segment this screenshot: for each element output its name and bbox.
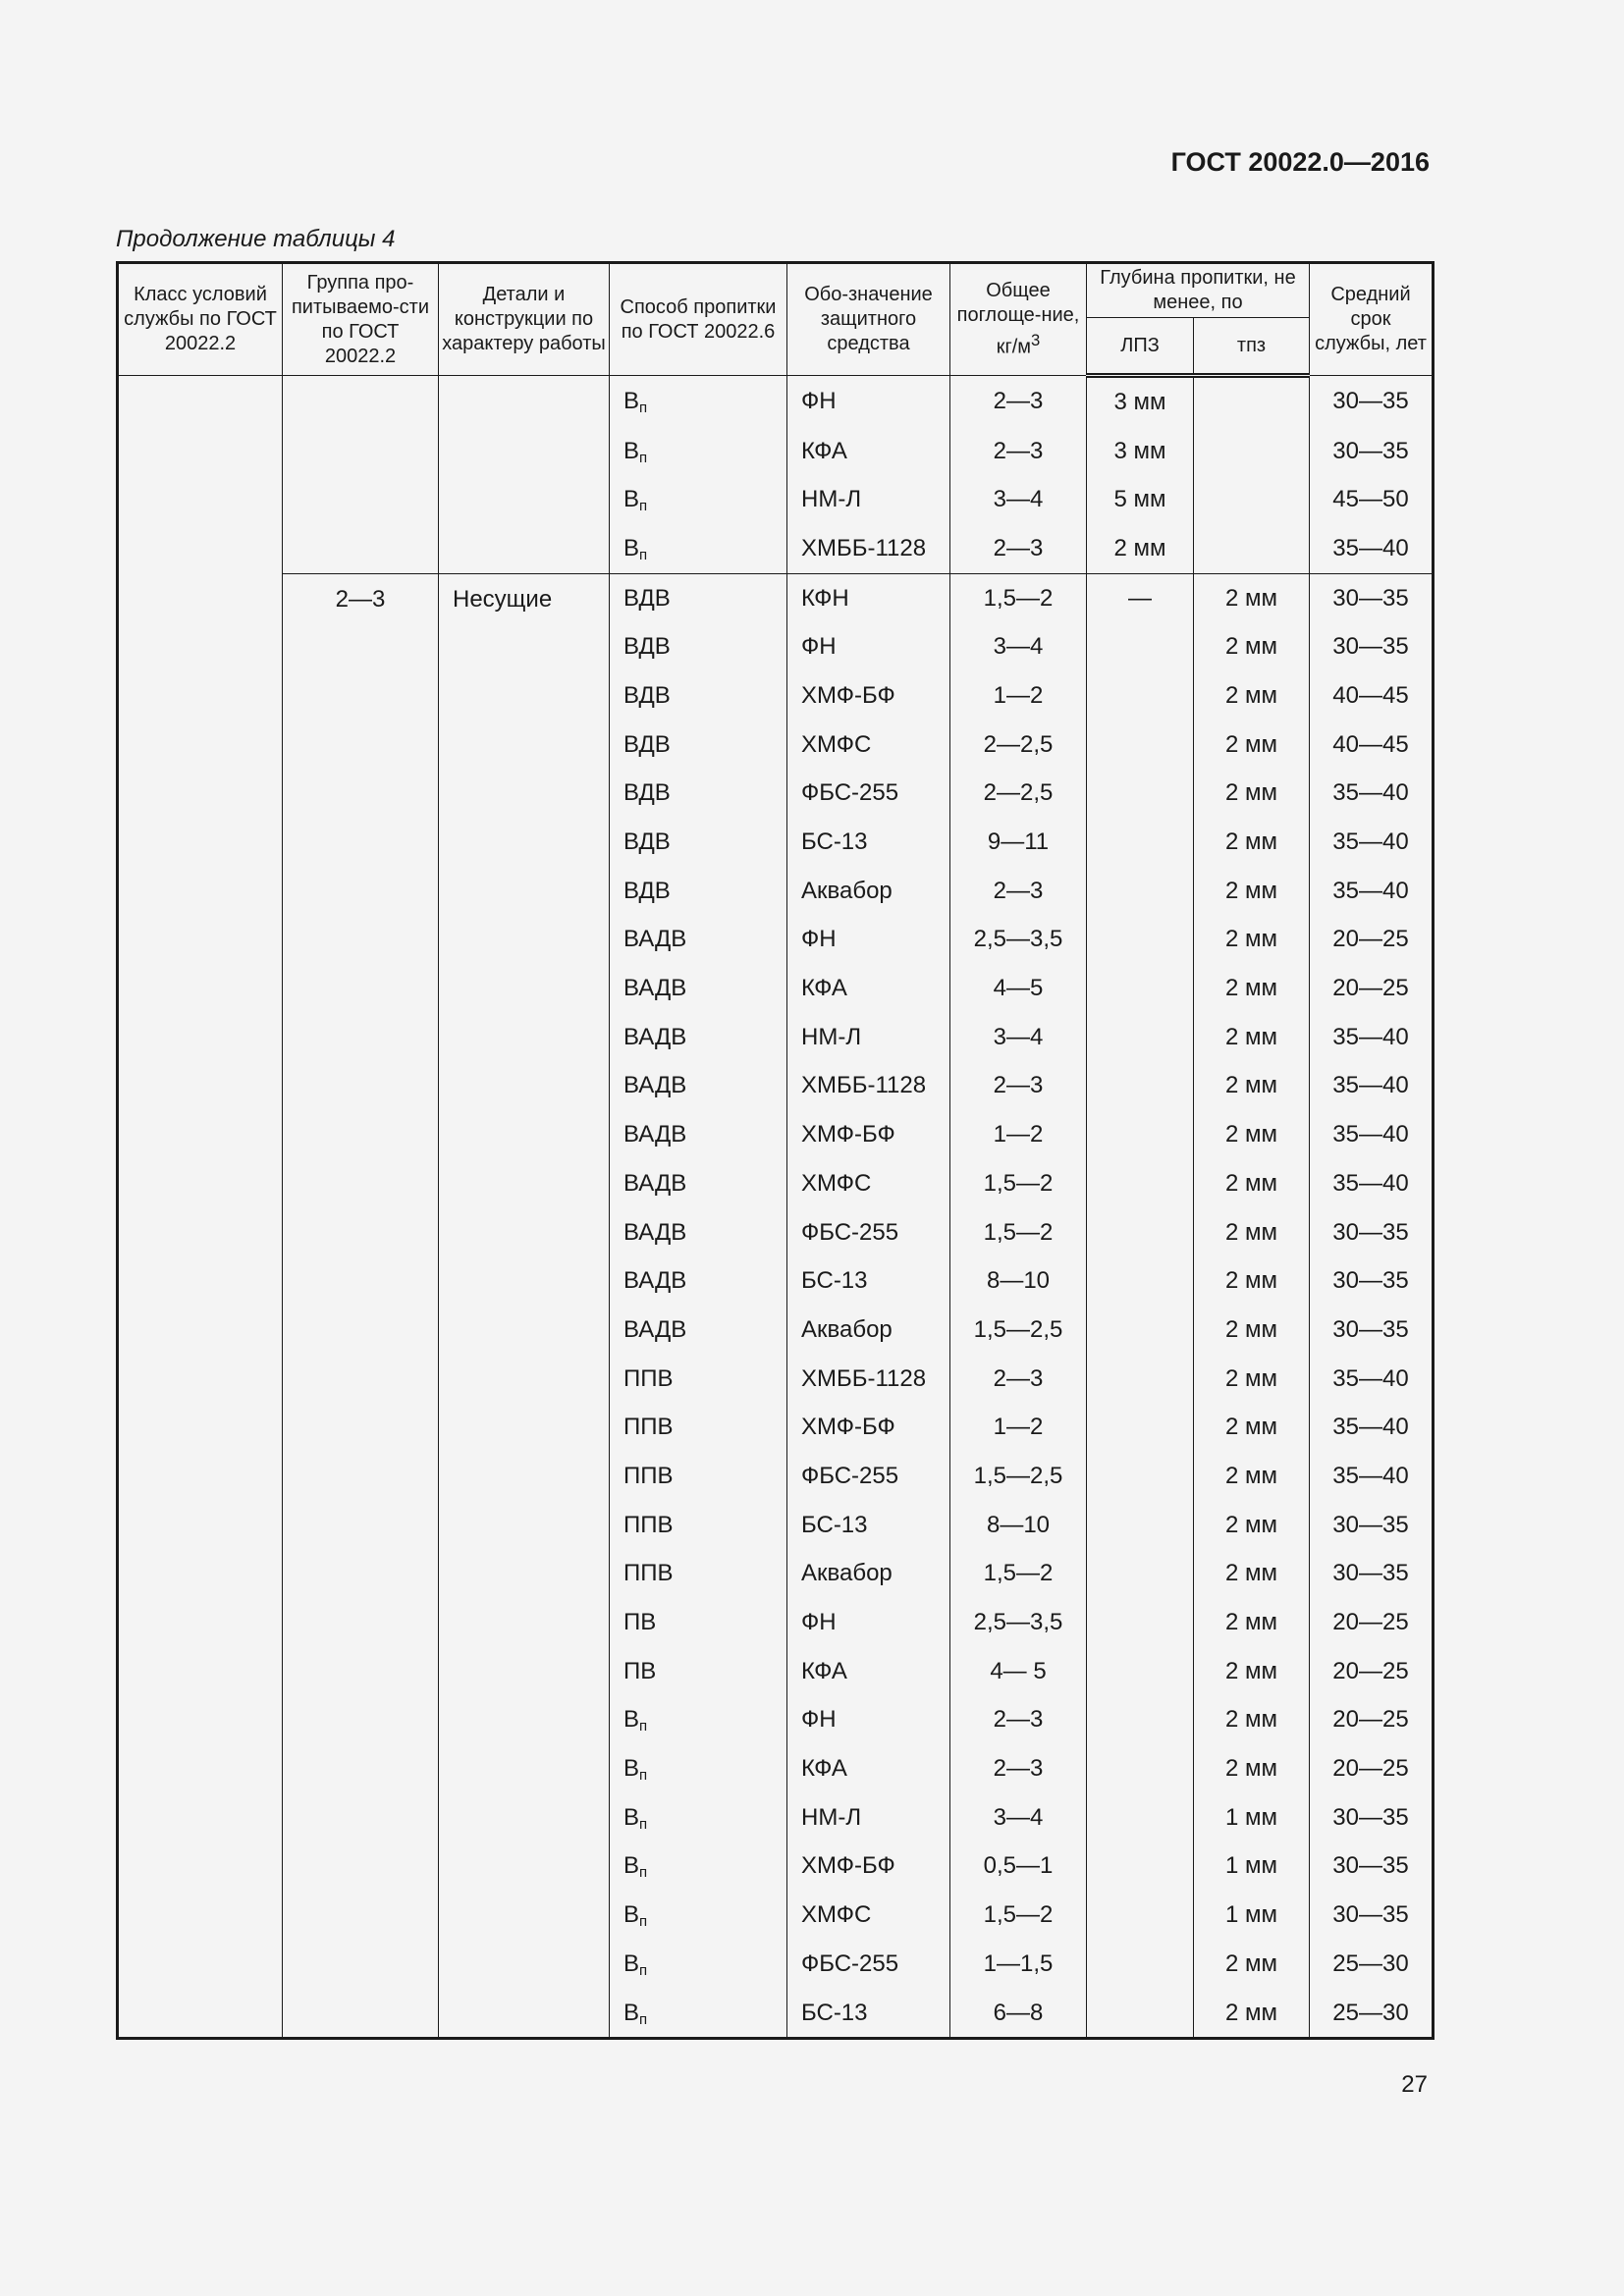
- method-label: ВДВ: [623, 584, 671, 612]
- agent-cell: ФБС-255: [787, 1208, 950, 1257]
- method-cell: [610, 573, 787, 622]
- agent-cell: КФА: [787, 1647, 950, 1696]
- header-designation: Обо-значение защитного средства: [787, 263, 950, 376]
- absorption-cell: 1,5—2,5: [950, 1452, 1087, 1501]
- method-label: ППВ: [623, 1462, 674, 1489]
- absorption-cell: 1,5—2: [950, 1159, 1087, 1208]
- service-life-cell: 20—25: [1310, 1598, 1434, 1647]
- method-cell: [610, 1159, 787, 1208]
- depth-tpz-cell: 2 мм: [1194, 916, 1310, 965]
- depth-tpz-cell: 2 мм: [1194, 1696, 1310, 1745]
- absorption-cell: 2,5—3,5: [950, 1598, 1087, 1647]
- absorption-cell: 2—3: [950, 867, 1087, 916]
- service-class-cell: [118, 376, 283, 2039]
- absorption-cell: 1,5—2,5: [950, 1306, 1087, 1355]
- depth-lpz-cell: [1087, 1013, 1194, 1062]
- header-depth-tpz: тпз: [1194, 318, 1310, 376]
- depth-tpz-cell: 2 мм: [1194, 1550, 1310, 1599]
- depth-lpz-cell: [1087, 1159, 1194, 1208]
- method-cell: [610, 1256, 787, 1306]
- depth-tpz-cell: 2 мм: [1194, 1306, 1310, 1355]
- depth-lpz-cell: [1087, 1306, 1194, 1355]
- method-label: ВАДВ: [623, 926, 687, 953]
- service-life-cell: 35—40: [1310, 1452, 1434, 1501]
- method-label: В: [623, 1901, 640, 1929]
- method-subscript: п: [639, 449, 648, 466]
- header-impregnability-group: Группа про-питываемо-сти по ГОСТ 20022.2: [283, 263, 439, 376]
- absorption-cell: 2—3: [950, 1355, 1087, 1404]
- absorption-cell: 2—3: [950, 1744, 1087, 1793]
- method-cell: [610, 1940, 787, 1989]
- absorption-cell: 8—10: [950, 1256, 1087, 1306]
- depth-lpz-cell: [1087, 1940, 1194, 1989]
- method-subscript: п: [639, 1864, 648, 1882]
- depth-lpz-cell: [1087, 1403, 1194, 1452]
- service-life-cell: 20—25: [1310, 1647, 1434, 1696]
- method-subscript: п: [639, 1913, 648, 1931]
- agent-cell: ХМФС: [787, 721, 950, 770]
- absorption-cell: 3—4: [950, 475, 1087, 524]
- method-cell: [610, 964, 787, 1013]
- method-subscript: п: [639, 498, 648, 515]
- details-cell: Несущие: [439, 573, 610, 2039]
- service-life-cell: 35—40: [1310, 524, 1434, 573]
- agent-cell: НМ-Л: [787, 1793, 950, 1842]
- depth-tpz-cell: 1 мм: [1194, 1891, 1310, 1940]
- depth-lpz-cell: [1087, 1452, 1194, 1501]
- absorption-cell: 8—10: [950, 1501, 1087, 1550]
- agent-cell: Аквабор: [787, 1306, 950, 1355]
- service-life-cell: 30—35: [1310, 1842, 1434, 1892]
- depth-tpz-cell: 2 мм: [1194, 622, 1310, 671]
- depth-lpz-cell: [1087, 1208, 1194, 1257]
- method-cell: [610, 1891, 787, 1940]
- method-subscript: п: [639, 1718, 648, 1735]
- depth-tpz-cell: 2 мм: [1194, 964, 1310, 1013]
- agent-cell: ФН: [787, 916, 950, 965]
- agent-cell: Аквабор: [787, 1550, 950, 1599]
- method-label: ВДВ: [623, 877, 671, 904]
- depth-lpz-cell: [1087, 1550, 1194, 1599]
- depth-tpz-cell: [1194, 376, 1310, 427]
- absorption-cell: 2—3: [950, 524, 1087, 573]
- depth-tpz-cell: 1 мм: [1194, 1793, 1310, 1842]
- depth-tpz-cell: 2 мм: [1194, 1452, 1310, 1501]
- service-life-cell: 20—25: [1310, 916, 1434, 965]
- depth-tpz-cell: 2 мм: [1194, 1989, 1310, 2039]
- agent-cell: НМ-Л: [787, 475, 950, 524]
- absorption-cell: 1,5—2: [950, 1891, 1087, 1940]
- service-life-cell: 25—30: [1310, 1989, 1434, 2039]
- method-cell: [610, 818, 787, 867]
- depth-tpz-cell: 2 мм: [1194, 1403, 1310, 1452]
- service-life-cell: 35—40: [1310, 1403, 1434, 1452]
- table-row: [118, 573, 1434, 622]
- method-label: ВАДВ: [623, 975, 687, 1002]
- depth-tpz-cell: [1194, 475, 1310, 524]
- depth-lpz-cell: [1087, 1793, 1194, 1842]
- method-cell: [610, 622, 787, 671]
- service-life-cell: 25—30: [1310, 1940, 1434, 1989]
- absorption-cell: 2—2,5: [950, 721, 1087, 770]
- method-cell: [610, 1647, 787, 1696]
- agent-cell: ХМФС: [787, 1159, 950, 1208]
- method-label: В: [623, 486, 640, 513]
- method-label: ВАДВ: [623, 1169, 687, 1197]
- depth-tpz-cell: 2 мм: [1194, 1159, 1310, 1208]
- depth-lpz-cell: 3 мм: [1087, 427, 1194, 476]
- depth-lpz-cell: [1087, 1696, 1194, 1745]
- method-label: В: [623, 1999, 640, 2026]
- method-label: В: [623, 1852, 640, 1880]
- method-label: ВДВ: [623, 730, 671, 758]
- agent-cell: ФН: [787, 1598, 950, 1647]
- agent-cell: ХМФ-БФ: [787, 1110, 950, 1159]
- agent-cell: ХМФ-БФ: [787, 1403, 950, 1452]
- depth-tpz-cell: 2 мм: [1194, 867, 1310, 916]
- service-life-cell: 35—40: [1310, 770, 1434, 819]
- depth-tpz-cell: 2 мм: [1194, 1256, 1310, 1306]
- depth-lpz-cell: [1087, 1598, 1194, 1647]
- depth-tpz-cell: 1 мм: [1194, 1842, 1310, 1892]
- method-cell: [610, 1744, 787, 1793]
- method-label: ППВ: [623, 1560, 674, 1587]
- method-cell: [610, 867, 787, 916]
- service-life-cell: 35—40: [1310, 867, 1434, 916]
- page-number: 27: [1401, 2071, 1428, 2098]
- absorption-cell: 3—4: [950, 622, 1087, 671]
- depth-tpz-cell: 2 мм: [1194, 1013, 1310, 1062]
- service-life-cell: 30—35: [1310, 427, 1434, 476]
- method-cell: [610, 916, 787, 965]
- service-life-cell: 30—35: [1310, 1501, 1434, 1550]
- header-method: Способ пропитки по ГОСТ 20022.6: [610, 263, 787, 376]
- depth-tpz-cell: 2 мм: [1194, 1744, 1310, 1793]
- method-cell: [610, 1355, 787, 1404]
- agent-cell: ХМФ-БФ: [787, 671, 950, 721]
- method-label: ВАДВ: [623, 1315, 687, 1343]
- method-label: ВДВ: [623, 779, 671, 807]
- method-label: В: [623, 387, 640, 414]
- method-subscript: п: [639, 399, 648, 416]
- method-label: ППВ: [623, 1364, 674, 1392]
- depth-tpz-cell: 2 мм: [1194, 770, 1310, 819]
- method-cell: [610, 1989, 787, 2039]
- method-label: ВДВ: [623, 828, 671, 856]
- header-details: Детали и конструкции по характеру работы: [439, 263, 610, 376]
- service-life-cell: 30—35: [1310, 1306, 1434, 1355]
- agent-cell: ФН: [787, 1696, 950, 1745]
- method-label: ВАДВ: [623, 1072, 687, 1099]
- depth-lpz-cell: 5 мм: [1087, 475, 1194, 524]
- service-life-cell: 20—25: [1310, 1744, 1434, 1793]
- depth-tpz-cell: 2 мм: [1194, 1208, 1310, 1257]
- agent-cell: ФН: [787, 622, 950, 671]
- service-life-cell: 40—45: [1310, 721, 1434, 770]
- method-cell: [610, 1110, 787, 1159]
- service-life-cell: 35—40: [1310, 1062, 1434, 1111]
- method-label: В: [623, 1803, 640, 1831]
- details-cell: [439, 376, 610, 574]
- agent-cell: ХМФС: [787, 1891, 950, 1940]
- agent-cell: ФБС-255: [787, 1452, 950, 1501]
- absorption-cell: 1,5—2: [950, 1208, 1087, 1257]
- depth-lpz-cell: [1087, 622, 1194, 671]
- method-cell: [610, 1013, 787, 1062]
- method-label: В: [623, 437, 640, 464]
- agent-cell: КФА: [787, 964, 950, 1013]
- absorption-cell: 2—3: [950, 427, 1087, 476]
- method-cell: [610, 1501, 787, 1550]
- absorption-cell: 1—2: [950, 1110, 1087, 1159]
- method-subscript: п: [639, 546, 648, 563]
- depth-lpz-cell: [1087, 1256, 1194, 1306]
- depth-lpz-cell: [1087, 1062, 1194, 1111]
- service-life-cell: 30—35: [1310, 1891, 1434, 1940]
- method-subscript: п: [639, 1961, 648, 1979]
- method-label: В: [623, 1949, 640, 1977]
- method-label: В: [623, 534, 640, 561]
- service-life-cell: 35—40: [1310, 818, 1434, 867]
- depth-lpz-cell: —: [1087, 573, 1194, 622]
- service-life-cell: 45—50: [1310, 475, 1434, 524]
- agent-cell: ХМФ-БФ: [787, 1842, 950, 1892]
- absorption-cell: 2—3: [950, 376, 1087, 427]
- absorption-cell: 2,5—3,5: [950, 916, 1087, 965]
- depth-tpz-cell: 2 мм: [1194, 671, 1310, 721]
- absorption-cell: 1—2: [950, 671, 1087, 721]
- method-cell: [610, 671, 787, 721]
- agent-cell: Аквабор: [787, 867, 950, 916]
- method-label: ВАДВ: [623, 1267, 687, 1295]
- method-label: ВАДВ: [623, 1218, 687, 1246]
- depth-lpz-cell: [1087, 867, 1194, 916]
- depth-tpz-cell: 2 мм: [1194, 818, 1310, 867]
- method-label: ПВ: [623, 1609, 657, 1636]
- service-life-cell: 35—40: [1310, 1355, 1434, 1404]
- depth-tpz-cell: 2 мм: [1194, 573, 1310, 622]
- agent-cell: ФБС-255: [787, 770, 950, 819]
- agent-cell: КФН: [787, 573, 950, 622]
- method-cell: [610, 1306, 787, 1355]
- method-cell: [610, 1696, 787, 1745]
- method-label: ППВ: [623, 1511, 674, 1538]
- agent-cell: ХМББ-1128: [787, 524, 950, 573]
- depth-lpz-cell: [1087, 1842, 1194, 1892]
- method-subscript: п: [639, 1767, 648, 1785]
- agent-cell: БС-13: [787, 1256, 950, 1306]
- absorption-cell: 1,5—2: [950, 1550, 1087, 1599]
- depth-tpz-cell: 2 мм: [1194, 1940, 1310, 1989]
- header-absorption-sup: 3: [1031, 331, 1041, 350]
- impregnability-group-cell: [283, 376, 439, 574]
- depth-tpz-cell: 2 мм: [1194, 1501, 1310, 1550]
- method-cell: [610, 1208, 787, 1257]
- agent-cell: ФН: [787, 376, 950, 427]
- method-cell: [610, 1550, 787, 1599]
- depth-tpz-cell: 2 мм: [1194, 1062, 1310, 1111]
- depth-lpz-cell: [1087, 964, 1194, 1013]
- method-cell: [610, 376, 787, 427]
- agent-cell: БС-13: [787, 1989, 950, 2039]
- method-cell: [610, 427, 787, 476]
- depth-lpz-cell: [1087, 721, 1194, 770]
- method-cell: [610, 1452, 787, 1501]
- agent-cell: ФБС-255: [787, 1940, 950, 1989]
- service-life-cell: 20—25: [1310, 964, 1434, 1013]
- method-label: ППВ: [623, 1414, 674, 1441]
- depth-tpz-cell: 2 мм: [1194, 721, 1310, 770]
- service-life-cell: 30—35: [1310, 573, 1434, 622]
- absorption-cell: 4— 5: [950, 1647, 1087, 1696]
- depth-lpz-cell: [1087, 1501, 1194, 1550]
- service-life-cell: 40—45: [1310, 671, 1434, 721]
- absorption-cell: 2—3: [950, 1062, 1087, 1111]
- absorption-cell: 9—11: [950, 818, 1087, 867]
- table-row: [118, 376, 1434, 427]
- method-label: ВДВ: [623, 633, 671, 661]
- absorption-cell: 1—2: [950, 1403, 1087, 1452]
- method-cell: [610, 1793, 787, 1842]
- depth-tpz-cell: [1194, 524, 1310, 573]
- method-cell: [610, 721, 787, 770]
- header-service-class: Класс условий службы по ГОСТ 20022.2: [118, 263, 283, 376]
- absorption-cell: 1,5—2: [950, 573, 1087, 622]
- agent-cell: ХМББ-1128: [787, 1355, 950, 1404]
- depth-lpz-cell: [1087, 916, 1194, 965]
- method-label: В: [623, 1755, 640, 1783]
- depth-lpz-cell: [1087, 1989, 1194, 2039]
- header-depth: Глубина пропитки, не менее, по: [1087, 263, 1310, 318]
- agent-cell: БС-13: [787, 818, 950, 867]
- depth-lpz-cell: [1087, 1647, 1194, 1696]
- header-absorption: Общее поглоще-ние, $кг/м^3$: [950, 263, 1087, 376]
- absorption-cell: 2—3: [950, 1696, 1087, 1745]
- method-label: ВДВ: [623, 681, 671, 709]
- agent-cell: КФА: [787, 1744, 950, 1793]
- agent-cell: ХМББ-1128: [787, 1062, 950, 1111]
- header-depth-lpz: ЛПЗ: [1087, 318, 1194, 376]
- method-label: В: [623, 1706, 640, 1734]
- table-caption: Продолжение таблицы 4: [116, 226, 396, 252]
- service-life-cell: 35—40: [1310, 1013, 1434, 1062]
- depth-tpz-cell: 2 мм: [1194, 1598, 1310, 1647]
- depth-lpz-cell: 2 мм: [1087, 524, 1194, 573]
- absorption-cell: 3—4: [950, 1013, 1087, 1062]
- impregnation-table: [116, 261, 1435, 2040]
- service-life-cell: 35—40: [1310, 1110, 1434, 1159]
- absorption-cell: 4—5: [950, 964, 1087, 1013]
- method-label: ВАДВ: [623, 1023, 687, 1050]
- depth-lpz-cell: 3 мм: [1087, 376, 1194, 427]
- service-life-cell: 30—35: [1310, 622, 1434, 671]
- method-label: ПВ: [623, 1657, 657, 1684]
- depth-tpz-cell: [1194, 427, 1310, 476]
- depth-tpz-cell: 2 мм: [1194, 1647, 1310, 1696]
- method-cell: [610, 1062, 787, 1111]
- depth-lpz-cell: [1087, 1891, 1194, 1940]
- impregnability-group-cell: 2—3: [283, 573, 439, 2039]
- method-cell: [610, 770, 787, 819]
- absorption-cell: 0,5—1: [950, 1842, 1087, 1892]
- method-cell: [610, 1403, 787, 1452]
- absorption-cell: 1—1,5: [950, 1940, 1087, 1989]
- service-life-cell: 30—35: [1310, 1793, 1434, 1842]
- method-subscript: п: [639, 1815, 648, 1833]
- method-subscript: п: [639, 2010, 648, 2028]
- depth-lpz-cell: [1087, 1744, 1194, 1793]
- method-cell: [610, 1598, 787, 1647]
- method-cell: [610, 524, 787, 573]
- document-header: ГОСТ 20022.0—2016: [1170, 147, 1430, 177]
- depth-tpz-cell: 2 мм: [1194, 1355, 1310, 1404]
- depth-lpz-cell: [1087, 770, 1194, 819]
- absorption-cell: 6—8: [950, 1989, 1087, 2039]
- depth-tpz-cell: 2 мм: [1194, 1110, 1310, 1159]
- method-cell: [610, 1842, 787, 1892]
- depth-lpz-cell: [1087, 1110, 1194, 1159]
- header-service-life: Средний срок службы, лет: [1310, 263, 1434, 376]
- method-label: ВАДВ: [623, 1121, 687, 1148]
- depth-lpz-cell: [1087, 1355, 1194, 1404]
- method-cell: [610, 475, 787, 524]
- agent-cell: КФА: [787, 427, 950, 476]
- absorption-cell: 2—2,5: [950, 770, 1087, 819]
- service-life-cell: 30—35: [1310, 1550, 1434, 1599]
- service-life-cell: 30—35: [1310, 1208, 1434, 1257]
- service-life-cell: 35—40: [1310, 1159, 1434, 1208]
- depth-lpz-cell: [1087, 671, 1194, 721]
- service-life-cell: 30—35: [1310, 376, 1434, 427]
- absorption-cell: 3—4: [950, 1793, 1087, 1842]
- service-life-cell: 30—35: [1310, 1256, 1434, 1306]
- service-life-cell: 20—25: [1310, 1696, 1434, 1745]
- depth-lpz-cell: [1087, 818, 1194, 867]
- agent-cell: БС-13: [787, 1501, 950, 1550]
- agent-cell: НМ-Л: [787, 1013, 950, 1062]
